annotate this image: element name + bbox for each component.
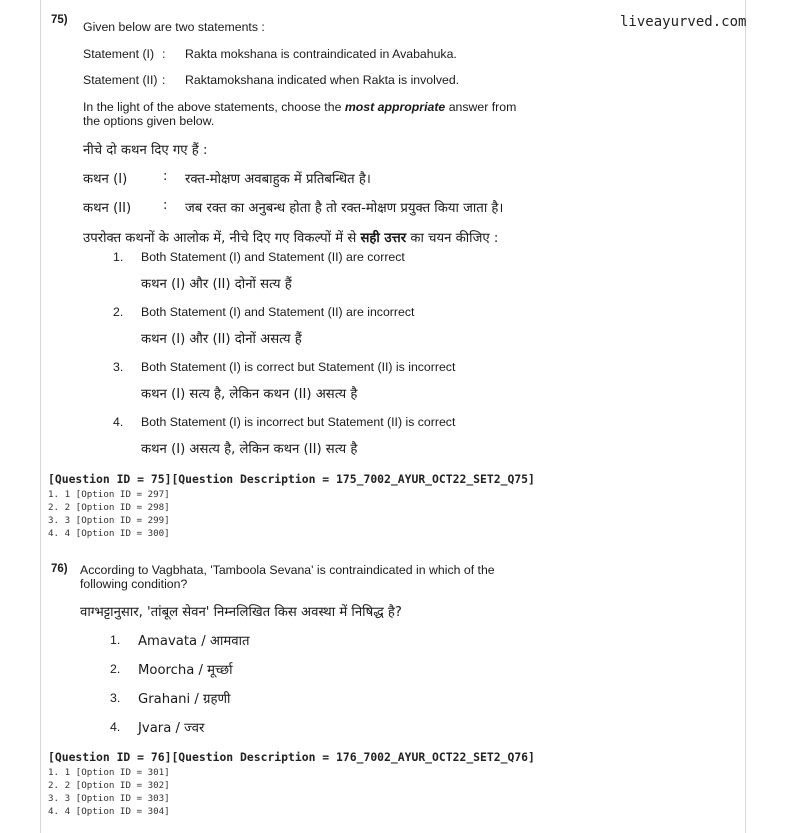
option-id-3: 3. 3 [Option ID = 303] [48, 793, 170, 804]
option-id-1: 1. 1 [Option ID = 301] [48, 767, 170, 778]
statement-2-label: Statement (II) [83, 73, 158, 87]
option-id-4: 4. 4 [Option ID = 304] [48, 806, 170, 817]
statement-2-sep: : [162, 73, 166, 87]
hi-statement-2-sep: : [163, 198, 168, 213]
hi-question-text: वाग्भट्टानुसार, 'तांबूल सेवन' निम्नलिखित किस अवस्था में निषिद्ध है? [80, 605, 402, 620]
option-1-en: Both Statement (I) and Statement (II) are correct [141, 250, 405, 264]
question-text-line-1: According to Vagbhata, 'Tamboola Sevana' is contraindicated in which of the [80, 563, 495, 577]
statement-1-text: Rakta mokshana is contraindicated in Avabahuka. [185, 47, 457, 61]
option-3-number: 3. [110, 691, 121, 705]
option-4-hi: कथन (I) असत्य है, लेकिन कथन (II) सत्य है [141, 442, 358, 457]
option-3-en: Both Statement (I) is correct but Statement (II) is incorrect [141, 360, 456, 374]
option-4-number: 4. [110, 720, 121, 734]
page-border-right [745, 0, 746, 833]
option-1-number: 1. [110, 633, 121, 647]
option-3-number: 3. [113, 360, 124, 374]
statement-2-text: Raktamokshana indicated when Rakta is involved. [185, 73, 460, 87]
option-2-text: Moorcha / मूर्च्छा [138, 663, 233, 678]
statement-1-sep: : [162, 47, 166, 61]
question-intro: Given below are two statements : [83, 20, 265, 34]
option-1-number: 1. [113, 250, 124, 264]
option-id-4: 4. 4 [Option ID = 300] [48, 528, 170, 539]
hi-statement-1-sep: : [163, 169, 168, 184]
hi-intro: नीचे दो कथन दिए गए हैं : [83, 143, 208, 158]
question-text-line-2: following condition? [80, 577, 188, 591]
statement-1-label: Statement (I) [83, 47, 155, 61]
option-id-2: 2. 2 [Option ID = 298] [48, 502, 170, 513]
option-id-1: 1. 1 [Option ID = 297] [48, 489, 170, 500]
question-meta: [Question ID = 76][Question Description = 176_7002_AYUR_OCT22_SET2_Q76] [48, 750, 535, 764]
option-1-text: Amavata / आमवात [138, 634, 250, 649]
option-1-hi: कथन (I) और (II) दोनों सत्य हैं [141, 277, 292, 292]
option-3-text: Grahani / ग्रहणी [138, 692, 231, 707]
option-4-number: 4. [113, 415, 124, 429]
option-3-hi: कथन (I) सत्य है, लेकिन कथन (II) असत्य है [141, 387, 358, 402]
hi-instruction: उपरोक्त कथनों के आलोक में, नीचे दिए गए विकल्पों में से सही उत्तर का चयन कीजिए : [83, 231, 499, 246]
option-2-number: 2. [110, 662, 121, 676]
option-2-en: Both Statement (I) and Statement (II) are incorrect [141, 305, 415, 319]
hi-statement-2-text: जब रक्त का अनुबन्ध होता है तो रक्त-मोक्षण प्रयुक्त किया जाता है। [185, 201, 504, 216]
hi-statement-2-label: कथन (II) [83, 201, 132, 216]
question-meta: [Question ID = 75][Question Description = 175_7002_AYUR_OCT22_SET2_Q75] [48, 472, 535, 486]
question-number: 75) [51, 14, 68, 26]
option-id-2: 2. 2 [Option ID = 302] [48, 780, 170, 791]
hi-statement-1-text: रक्त-मोक्षण अवबाहुक में प्रतिबन्धित है। [185, 172, 371, 187]
page-border-left [40, 0, 41, 833]
question-number: 76) [51, 563, 68, 575]
option-4-en: Both Statement (I) is incorrect but Statement (II) is correct [141, 415, 456, 429]
watermark: liveayurved.com [620, 14, 747, 30]
hi-statement-1-label: कथन (I) [83, 172, 128, 187]
option-2-number: 2. [113, 305, 124, 319]
option-2-hi: कथन (I) और (II) दोनों असत्य हैं [141, 332, 302, 347]
option-id-3: 3. 3 [Option ID = 299] [48, 515, 170, 526]
instruction: In the light of the above statements, choose the most appropriate answer from the options given below. [83, 100, 517, 128]
option-4-text: Jvara / ज्वर [138, 721, 205, 736]
